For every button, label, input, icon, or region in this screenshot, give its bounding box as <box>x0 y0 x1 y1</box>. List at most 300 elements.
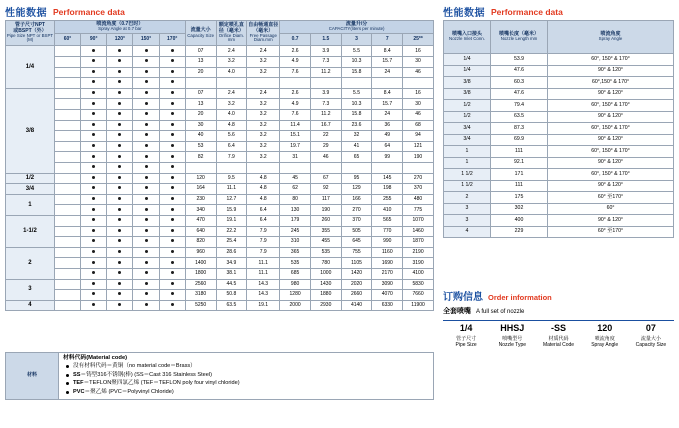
angle-mark-cell <box>159 226 185 237</box>
flow-value-cell: 4070 <box>372 290 403 301</box>
dot-icon <box>171 282 174 285</box>
right-header-cn: 性能数据 <box>443 8 485 19</box>
nozzle-length-table <box>443 20 674 238</box>
angle-mark-cell <box>133 226 159 237</box>
flow-value-cell: 1690 <box>372 258 403 269</box>
order-code-label: 材质代码 Material Code <box>542 335 575 349</box>
angle-mark-cell <box>54 78 80 89</box>
dot-icon <box>92 229 95 232</box>
angle-mark-cell <box>133 184 159 195</box>
flow-value-cell: 1000 <box>310 268 341 279</box>
angle-mark-cell <box>54 279 80 290</box>
flow-value-cell: 166 <box>341 194 372 205</box>
angle-mark-cell <box>133 120 159 131</box>
flow-value-cell: 117 <box>310 194 341 205</box>
angle-mark-cell <box>133 67 159 78</box>
flow-value-cell: 245 <box>280 226 311 237</box>
dot-icon <box>171 123 174 126</box>
dot-icon <box>118 155 121 158</box>
flow-value-cell: 535 <box>310 247 341 258</box>
flow-value-cell: 179 <box>280 215 311 226</box>
flow-value-cell: 775 <box>403 205 434 216</box>
order-code-value: HHSJ <box>500 323 525 333</box>
material-code-item: SS＝铸型316不锈钢(棒) (SS＝Cast 316 Stainless Steel) <box>73 372 429 379</box>
flow-value-cell: 95 <box>341 173 372 184</box>
nozzle-inlet-conn-cell: 3/8 <box>444 88 491 100</box>
dot-icon <box>92 70 95 73</box>
nozzle-length-cell: 229 <box>491 226 548 238</box>
angle-mark-cell <box>81 46 107 57</box>
capacity-size-cell <box>185 163 216 174</box>
flow-value-cell: 29 <box>310 141 341 152</box>
order-code-part <box>628 324 674 348</box>
free-passage-cell: 3.2 <box>247 99 280 110</box>
flow-value-cell: 19.7 <box>280 141 311 152</box>
free-passage-cell: 3.2 <box>247 57 280 68</box>
flow-value-cell: 410 <box>372 205 403 216</box>
flow-value-cell <box>341 78 372 89</box>
nozzle-spray-angle-cell: 90° & 120° <box>548 65 674 77</box>
angle-col-1: 90° <box>81 33 107 46</box>
nozzle-length-cell: 400 <box>491 215 548 227</box>
flow-value-cell: 480 <box>403 194 434 205</box>
flow-value-cell: 8.4 <box>372 46 403 57</box>
angle-mark-cell <box>159 78 185 89</box>
flow-value-cell: 3.9 <box>310 46 341 57</box>
nozzle-length-cell: 302 <box>491 203 548 215</box>
orifice-diam-cell <box>216 163 247 174</box>
angle-mark-cell <box>159 88 185 99</box>
free-passage-cell: 6.4 <box>247 205 280 216</box>
angle-mark-cell <box>159 152 185 163</box>
table-row <box>6 184 434 195</box>
free-passage-cell: 14.3 <box>247 290 280 301</box>
order-subtitle <box>443 306 674 316</box>
flow-value-cell: 129 <box>341 184 372 195</box>
flow-value-cell: 80 <box>280 194 311 205</box>
dot-icon <box>118 133 121 136</box>
angle-mark-cell <box>81 290 107 301</box>
flow-value-cell: 10.3 <box>341 57 372 68</box>
dot-icon <box>92 261 95 264</box>
nozzle-spray-angle-cell: 90° & 120° <box>548 180 674 192</box>
table-row <box>6 46 434 57</box>
capacity-size-cell: 20 <box>185 67 216 78</box>
dot-icon <box>145 70 148 73</box>
angle-mark-cell <box>133 99 159 110</box>
dot-icon <box>118 261 121 264</box>
orifice-diam-cell: 38.1 <box>216 268 247 279</box>
pipe-size-cell: 1/4 <box>6 46 55 88</box>
flow-value-cell: 370 <box>403 184 434 195</box>
nozzle-length-cell: 111 <box>491 180 548 192</box>
pressure-col-2: 3 <box>341 33 372 46</box>
dot-icon <box>171 292 174 295</box>
nozzle-table-row <box>444 54 674 66</box>
nozzle-table-row <box>444 88 674 100</box>
dot-icon <box>145 102 148 105</box>
angle-mark-cell <box>159 279 185 290</box>
dot-icon <box>171 176 174 179</box>
free-passage-cell: 4.8 <box>247 184 280 195</box>
dot-icon <box>92 123 95 126</box>
angle-mark-cell <box>159 258 185 269</box>
angle-col-3: 150° <box>133 33 159 46</box>
flow-value-cell: 4.9 <box>280 57 311 68</box>
nozzle-spray-angle-cell: 60°,150° & 170° <box>548 77 674 89</box>
dot-icon <box>171 229 174 232</box>
nozzle-length-cell: 63.5 <box>491 111 548 123</box>
capacity-size-cell: 13 <box>185 99 216 110</box>
nozzle-inlet-conn-cell: 1/4 <box>444 54 491 66</box>
dot-icon <box>145 155 148 158</box>
angle-mark-cell <box>159 67 185 78</box>
order-code-breakdown <box>443 320 674 348</box>
angle-mark-cell <box>133 215 159 226</box>
flow-value-cell: 980 <box>280 279 311 290</box>
nozzle-inlet-conn-cell: 3 <box>444 203 491 215</box>
nozzle-spray-angle-cell: 60°, 150° & 170° <box>548 146 674 158</box>
capacity-size-cell: 53 <box>185 141 216 152</box>
flow-value-cell <box>403 78 434 89</box>
angle-mark-cell <box>54 88 80 99</box>
angle-mark-cell <box>159 46 185 57</box>
angle-mark-cell <box>54 120 80 131</box>
angle-mark-cell <box>54 237 80 248</box>
dot-icon <box>145 271 148 274</box>
flow-value-cell: 2.6 <box>280 88 311 99</box>
dot-icon <box>171 59 174 62</box>
orifice-diam-cell: 4.8 <box>216 120 247 131</box>
dot-icon <box>118 112 121 115</box>
flow-value-cell: 67 <box>310 173 341 184</box>
angle-mark-cell <box>81 67 107 78</box>
angle-mark-cell <box>107 184 133 195</box>
angle-mark-cell <box>107 131 133 142</box>
flow-value-cell: 645 <box>341 237 372 248</box>
table-row <box>6 205 434 216</box>
flow-value-cell: 7.6 <box>280 110 311 121</box>
dot-icon <box>145 292 148 295</box>
material-code-item: TEF＝TEFLON聚四氯乙烯 (TEF＝TEFLON poly four vinyl chloride) <box>73 380 429 387</box>
orifice-diam-cell: 34.9 <box>216 258 247 269</box>
free-passage-cell: 6.4 <box>247 215 280 226</box>
angle-mark-cell <box>133 131 159 142</box>
angle-mark-cell <box>81 258 107 269</box>
angle-mark-cell <box>107 99 133 110</box>
flow-value-cell: 565 <box>372 215 403 226</box>
angle-mark-cell <box>81 247 107 258</box>
dot-icon <box>118 91 121 94</box>
flow-value-cell: 11900 <box>403 300 434 311</box>
angle-mark-cell <box>133 268 159 279</box>
nozzle-spray-angle-cell: 60°, 150° & 170° <box>548 123 674 135</box>
angle-mark-cell <box>81 152 107 163</box>
capacity-size-cell: 30 <box>185 120 216 131</box>
dot-icon <box>92 133 95 136</box>
angle-mark-cell <box>159 205 185 216</box>
orifice-diam-cell: 6.4 <box>216 141 247 152</box>
flow-value-cell: 2020 <box>341 279 372 290</box>
table-row <box>6 279 434 290</box>
flow-value-cell: 10.3 <box>341 99 372 110</box>
material-code-item: PVC＝聚乙烯 (PVC＝Polyvinyl Chloride) <box>73 389 429 396</box>
dot-icon <box>145 123 148 126</box>
capacity-size-cell: 820 <box>185 237 216 248</box>
flow-value-cell: 22 <box>310 131 341 142</box>
flow-value-cell: 7.3 <box>310 57 341 68</box>
table-row <box>6 88 434 99</box>
dot-icon <box>118 80 121 83</box>
angle-mark-cell <box>107 258 133 269</box>
flow-value-cell: 3190 <box>403 258 434 269</box>
flow-value-cell: 310 <box>280 237 311 248</box>
table-row <box>6 131 434 142</box>
flow-value-cell: 11.2 <box>310 67 341 78</box>
orifice-diam-cell: 9.5 <box>216 173 247 184</box>
flow-value-cell: 99 <box>372 152 403 163</box>
flow-value-cell: 1880 <box>310 290 341 301</box>
nozzle-table-row <box>444 157 674 169</box>
flow-value-cell: 64 <box>372 141 403 152</box>
table-row <box>6 226 434 237</box>
nozzle-spray-angle-cell: 90° & 120° <box>548 157 674 169</box>
dot-icon <box>145 186 148 189</box>
capacity-size-cell: 13 <box>185 57 216 68</box>
nozzle-inlet-conn-cell: 3/4 <box>444 134 491 146</box>
dot-icon <box>118 186 121 189</box>
dot-icon <box>118 239 121 242</box>
pressure-col-3: 7 <box>372 33 403 46</box>
dot-icon <box>145 133 148 136</box>
angle-mark-cell <box>54 152 80 163</box>
flow-value-cell: 255 <box>372 194 403 205</box>
flow-value-cell: 11.2 <box>310 110 341 121</box>
free-passage-cell: 7.9 <box>247 247 280 258</box>
capacity-size-cell: 960 <box>185 247 216 258</box>
flow-value-cell: 685 <box>280 268 311 279</box>
orifice-diam-cell: 2.4 <box>216 46 247 57</box>
nozzle-inlet-conn-cell: 1/2 <box>444 100 491 112</box>
angle-mark-cell <box>159 173 185 184</box>
pipe-size-cell: 4 <box>6 300 55 311</box>
flow-value-cell: 365 <box>280 247 311 258</box>
angle-mark-cell <box>54 205 80 216</box>
flow-value-cell: 94 <box>403 131 434 142</box>
angle-mark-cell <box>133 57 159 68</box>
table-row <box>6 67 434 78</box>
nozzle-spray-angle-cell: 90° & 120° <box>548 88 674 100</box>
flow-value-cell: 11.4 <box>280 120 311 131</box>
orifice-diam-cell: 50.8 <box>216 290 247 301</box>
table-row <box>6 57 434 68</box>
order-title-cn: 订购信息 <box>443 292 483 303</box>
angle-mark-cell <box>107 110 133 121</box>
flow-value-cell <box>403 163 434 174</box>
flow-value-cell: 1430 <box>310 279 341 290</box>
dot-icon <box>171 218 174 221</box>
dot-icon <box>171 49 174 52</box>
flow-value-cell: 3090 <box>372 279 403 290</box>
table-row <box>6 173 434 184</box>
table-row <box>6 268 434 279</box>
flow-value-cell: 198 <box>372 184 403 195</box>
table-row <box>6 110 434 121</box>
flow-value-cell <box>280 78 311 89</box>
angle-mark-cell <box>159 141 185 152</box>
angle-mark-cell <box>133 279 159 290</box>
flow-value-cell: 145 <box>372 173 403 184</box>
nozzle-spray-angle-cell: 60°, 150° & 170° <box>548 169 674 181</box>
nozzle-inlet-conn-cell: 4 <box>444 226 491 238</box>
flow-value-cell <box>372 78 403 89</box>
nozzle-inlet-conn-cell: 1/2 <box>444 111 491 123</box>
order-code-label: 喷嘴型号 Nozzle Type <box>498 335 527 349</box>
nozzle-length-cell: 60.3 <box>491 77 548 89</box>
angle-mark-cell <box>54 131 80 142</box>
dot-icon <box>118 250 121 253</box>
angle-mark-cell <box>107 163 133 174</box>
angle-col-2: 120° <box>107 33 133 46</box>
angle-mark-cell <box>133 300 159 311</box>
nozzle-spray-angle-cell: 90° & 120° <box>548 111 674 123</box>
free-passage-cell: 19.1 <box>247 300 280 311</box>
capacity-size-cell: 40 <box>185 131 216 142</box>
performance-table <box>5 20 434 311</box>
nozzle-inlet-conn-cell: 1 <box>444 157 491 169</box>
nozzle-spray-angle-cell: 60° 至170° <box>548 226 674 238</box>
table-row <box>6 194 434 205</box>
nozzle-table-row <box>444 180 674 192</box>
angle-mark-cell <box>81 99 107 110</box>
dot-icon <box>92 218 95 221</box>
dot-icon <box>145 282 148 285</box>
nozzle-length-cell: 111 <box>491 146 548 158</box>
angle-mark-cell <box>54 300 80 311</box>
flow-value-cell: 15.7 <box>372 99 403 110</box>
flow-value-cell <box>310 78 341 89</box>
flow-value-cell: 15.8 <box>341 110 372 121</box>
dot-icon <box>92 112 95 115</box>
flow-value-cell: 24 <box>372 110 403 121</box>
flow-value-cell: 1870 <box>403 237 434 248</box>
nozzle-length-cell: 47.6 <box>491 88 548 100</box>
angle-mark-cell <box>159 215 185 226</box>
flow-value-cell: 23.6 <box>341 120 372 131</box>
angle-mark-cell <box>107 57 133 68</box>
flow-value-cell: 7.6 <box>280 67 311 78</box>
dot-icon <box>92 292 95 295</box>
free-passage-cell: 2.4 <box>247 88 280 99</box>
order-code-part <box>535 324 581 348</box>
capacity-size-cell: 20 <box>185 110 216 121</box>
nozzle-table-row <box>444 146 674 158</box>
orifice-diam-cell <box>216 78 247 89</box>
nozzle-table-row <box>444 203 674 215</box>
order-information-block <box>443 288 674 348</box>
angle-col-4: 170° <box>159 33 185 46</box>
dot-icon <box>145 303 148 306</box>
angle-mark-cell <box>107 300 133 311</box>
flow-value-cell: 15.8 <box>341 67 372 78</box>
nozzle-spray-angle-cell: 60° 至170° <box>548 192 674 204</box>
angle-mark-cell <box>107 215 133 226</box>
dot-icon <box>145 112 148 115</box>
dot-icon <box>145 144 148 147</box>
orifice-diam-cell: 12.7 <box>216 194 247 205</box>
dot-icon <box>118 229 121 232</box>
angle-mark-cell <box>133 152 159 163</box>
dot-icon <box>171 91 174 94</box>
flow-value-cell: 36 <box>372 120 403 131</box>
angle-mark-cell <box>54 194 80 205</box>
order-code-part <box>582 324 628 348</box>
dot-icon <box>92 80 95 83</box>
flow-value-cell: 1105 <box>341 258 372 269</box>
pipe-size-cell: 1-1/2 <box>6 215 55 247</box>
dot-icon <box>171 155 174 158</box>
angle-mark-cell <box>159 237 185 248</box>
angle-mark-cell <box>81 300 107 311</box>
dot-icon <box>145 239 148 242</box>
angle-mark-cell <box>81 237 107 248</box>
flow-value-cell: 1460 <box>403 226 434 237</box>
angle-mark-cell <box>133 46 159 57</box>
dot-icon <box>118 102 121 105</box>
dot-icon <box>171 186 174 189</box>
flow-value-cell: 7660 <box>403 290 434 301</box>
capacity-size-cell: 1800 <box>185 268 216 279</box>
angle-mark-cell <box>54 99 80 110</box>
material-code-block <box>5 352 434 400</box>
table-row <box>6 215 434 226</box>
angle-mark-cell <box>159 110 185 121</box>
flow-value-cell: 755 <box>341 247 372 258</box>
dot-icon <box>92 208 95 211</box>
angle-mark-cell <box>54 268 80 279</box>
angle-mark-cell <box>107 173 133 184</box>
angle-mark-cell <box>107 194 133 205</box>
flow-value-cell: 2.6 <box>280 46 311 57</box>
order-code-value: -SS <box>551 323 567 333</box>
dot-icon <box>118 49 121 52</box>
nozzle-length-cell: 69.9 <box>491 134 548 146</box>
orifice-diam-cell: 3.2 <box>216 99 247 110</box>
pipe-size-cell: 1/2 <box>6 173 55 184</box>
dot-icon <box>171 303 174 306</box>
angle-mark-cell <box>54 184 80 195</box>
angle-mark-cell <box>159 163 185 174</box>
right-header-en: Performance data <box>491 6 563 17</box>
flow-value-cell: 260 <box>310 215 341 226</box>
orifice-diam-cell: 11.1 <box>216 184 247 195</box>
dot-icon <box>92 282 95 285</box>
col-spray-angle-group: 喷流角度（0.7巴时） Spray Angle at 0.7 bar <box>54 21 185 34</box>
nozzle-length-cell: 171 <box>491 169 548 181</box>
table-row <box>6 258 434 269</box>
dot-icon <box>145 165 148 168</box>
orifice-diam-cell: 3.2 <box>216 57 247 68</box>
flow-value-cell: 5.5 <box>341 88 372 99</box>
flow-value-cell: 7.3 <box>310 99 341 110</box>
orifice-diam-cell: 2.4 <box>216 88 247 99</box>
flow-value-cell <box>372 163 403 174</box>
dot-icon <box>92 250 95 253</box>
dot-icon <box>92 59 95 62</box>
angle-mark-cell <box>133 173 159 184</box>
angle-mark-cell <box>107 237 133 248</box>
flow-value-cell: 190 <box>310 205 341 216</box>
